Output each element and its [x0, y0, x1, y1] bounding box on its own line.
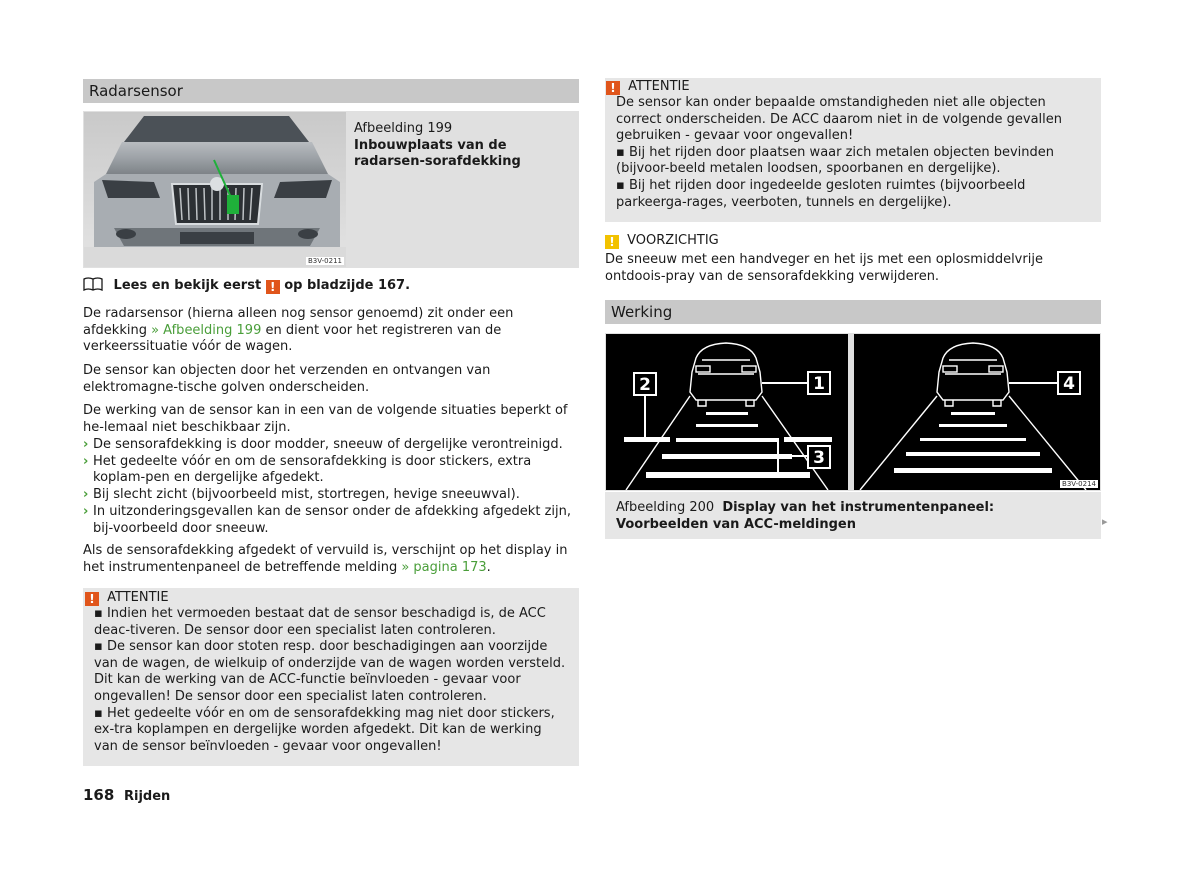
acc-display-image [606, 334, 1100, 490]
figure-caption: Display van het instrumentenpaneel: Voorbeelden van ACC-meldingen [616, 500, 995, 532]
callout-2: 2 [639, 375, 651, 395]
chevron-right-icon: › [83, 437, 89, 452]
warning-item: ▪ Het gedeelte vóór en om de sensorafdekking mag niet door stickers, ex-tra koplampen en dergelijke worden afgedekt. Dit kan de werking van de sensor beïnvloeden - gevaar voor ongevallen! [94, 705, 555, 754]
warning-items [85, 606, 567, 755]
warning-item: ▪ Bij het rijden door ingedeelde gesloten ruimtes (bijvoorbeeld parkeerga-rages, veerboten, tunnels en dergelijke). [616, 177, 1026, 210]
paragraph-text: Als de sensorafdekking afgedekt of vervuild is, verschijnt op het display in het instrumentenpaneel de betreffende melding [83, 543, 568, 575]
figure-label: Afbeelding 200 [616, 500, 715, 515]
caution-icon: ! [605, 235, 619, 249]
warning-icon: ! [266, 280, 280, 294]
section-title: Radarsensor [89, 82, 183, 100]
read-first-line [83, 277, 579, 297]
figure-200-caption [605, 492, 1101, 539]
page-number: 168 [83, 786, 115, 804]
warning-title: ATTENTIE [107, 590, 169, 605]
chapter-name: Rijden [124, 789, 171, 804]
warning-box-left [83, 588, 579, 766]
warning-icon: ! [85, 592, 99, 606]
callout-4: 4 [1063, 374, 1075, 394]
figure-199-link[interactable]: » Afbeelding 199 [151, 322, 262, 338]
list-item: › In uitzonderingsgevallen kan de sensor onder de afdekking afgedekt zijn, bij-voorbeeld door sneeuw. [83, 503, 571, 536]
warning-item: ▪ De sensor kan door stoten resp. door beschadigingen aan voorzijde van de wagen, de wielkuip of onderzijde van de wagen worden versteld. Dit kan de werking van de ACC-functie beïnvloeden - gevaar voor ongevallen! De sensor door een specialist laten controleren. [94, 639, 566, 704]
warning-icon: ! [606, 81, 620, 95]
paragraph-1 [83, 306, 579, 356]
warning-box-right [605, 78, 1101, 222]
figure-code: B3V-0211 [308, 257, 342, 265]
figure-code: B3V-0214 [1062, 480, 1096, 488]
list-item: › Bij slecht zicht (bijvoorbeeld mist, stortregen, hevige sneeuwval). [83, 487, 520, 503]
car-front-image [84, 112, 346, 267]
figure-199-caption [354, 121, 569, 171]
caution-block [605, 233, 1101, 285]
warning-intro: De sensor kan onder bepaalde omstandigheden niet alle objecten correct onderscheiden. De ACC daarom niet in de volgende gevallen gebruiken - gevaar voor ongevallen! [616, 95, 1062, 144]
paragraph-text: en dient voor het registreren van de verkeerssituatie vóór de wagen. [83, 322, 502, 355]
warning-header [85, 590, 567, 606]
callout-3: 3 [813, 448, 825, 468]
read-first-text: Lees en bekijk eerst [113, 278, 262, 293]
page-173-link[interactable]: » pagina 173 [401, 559, 487, 575]
section-title: Werking [611, 303, 673, 321]
figure-label: Afbeelding 199 [354, 121, 453, 136]
caution-title: VOORZICHTIG [627, 233, 719, 248]
chevron-right-icon: › [83, 503, 89, 519]
warning-header [606, 79, 1091, 95]
chevron-right-icon: › [83, 453, 89, 469]
warning-item: ▪ Bij het rijden door plaatsen waar zich metalen objecten bevinden (bijvoor-beeld metalen loodsen, spoorbanen en dergelijke). [616, 144, 1054, 177]
list-item: › Het gedeelte vóór en om de sensorafdekking is door stickers, extra koplam-pen en dergelijke afgedekt. [83, 453, 532, 486]
paragraph-2: De sensor kan objecten door het verzenden en ontvangen van elektromagne-tische golven onderscheiden. [83, 363, 491, 395]
list-item: › De sensorafdekking is door modder, sneeuw of dergelijke verontreinigd. [83, 437, 563, 452]
paragraph-3: De werking van de sensor kan in een van de volgende situaties beperkt of he-lemaal niet beschikbaar zijn. [83, 403, 568, 435]
paragraph-4 [83, 543, 579, 576]
warning-title: ATTENTIE [628, 79, 690, 94]
section-header-radarsensor [83, 79, 579, 103]
warning-item: ▪ Indien het vermoeden bestaat dat de sensor beschadigd is, de ACC deac-tiveren. De sensor door een specialist laten controleren. [94, 606, 546, 638]
figure-caption: Inbouwplaats van de radarsen-sorafdekking [354, 137, 521, 169]
caution-text: De sneeuw met een handveger en het ijs met een oplosmiddelvrije ontdoois-pray van de sensorafdekking verwijderen. [605, 252, 1043, 284]
chevron-right-icon: › [83, 487, 89, 503]
read-first-page-link[interactable]: op bladzijde 167. [284, 278, 411, 293]
condition-list [83, 437, 579, 537]
warning-body [606, 95, 1091, 211]
callout-1: 1 [813, 374, 825, 394]
next-page-arrow-icon[interactable]: ▸ [1102, 515, 1108, 528]
book-icon [83, 277, 103, 297]
caution-header [605, 233, 1101, 249]
section-header-werking [605, 300, 1101, 324]
paragraph-text: De radarsensor (hierna alleen nog sensor genoemd) zit onder een afdekking [83, 306, 514, 338]
paragraph-text: . [486, 559, 491, 575]
